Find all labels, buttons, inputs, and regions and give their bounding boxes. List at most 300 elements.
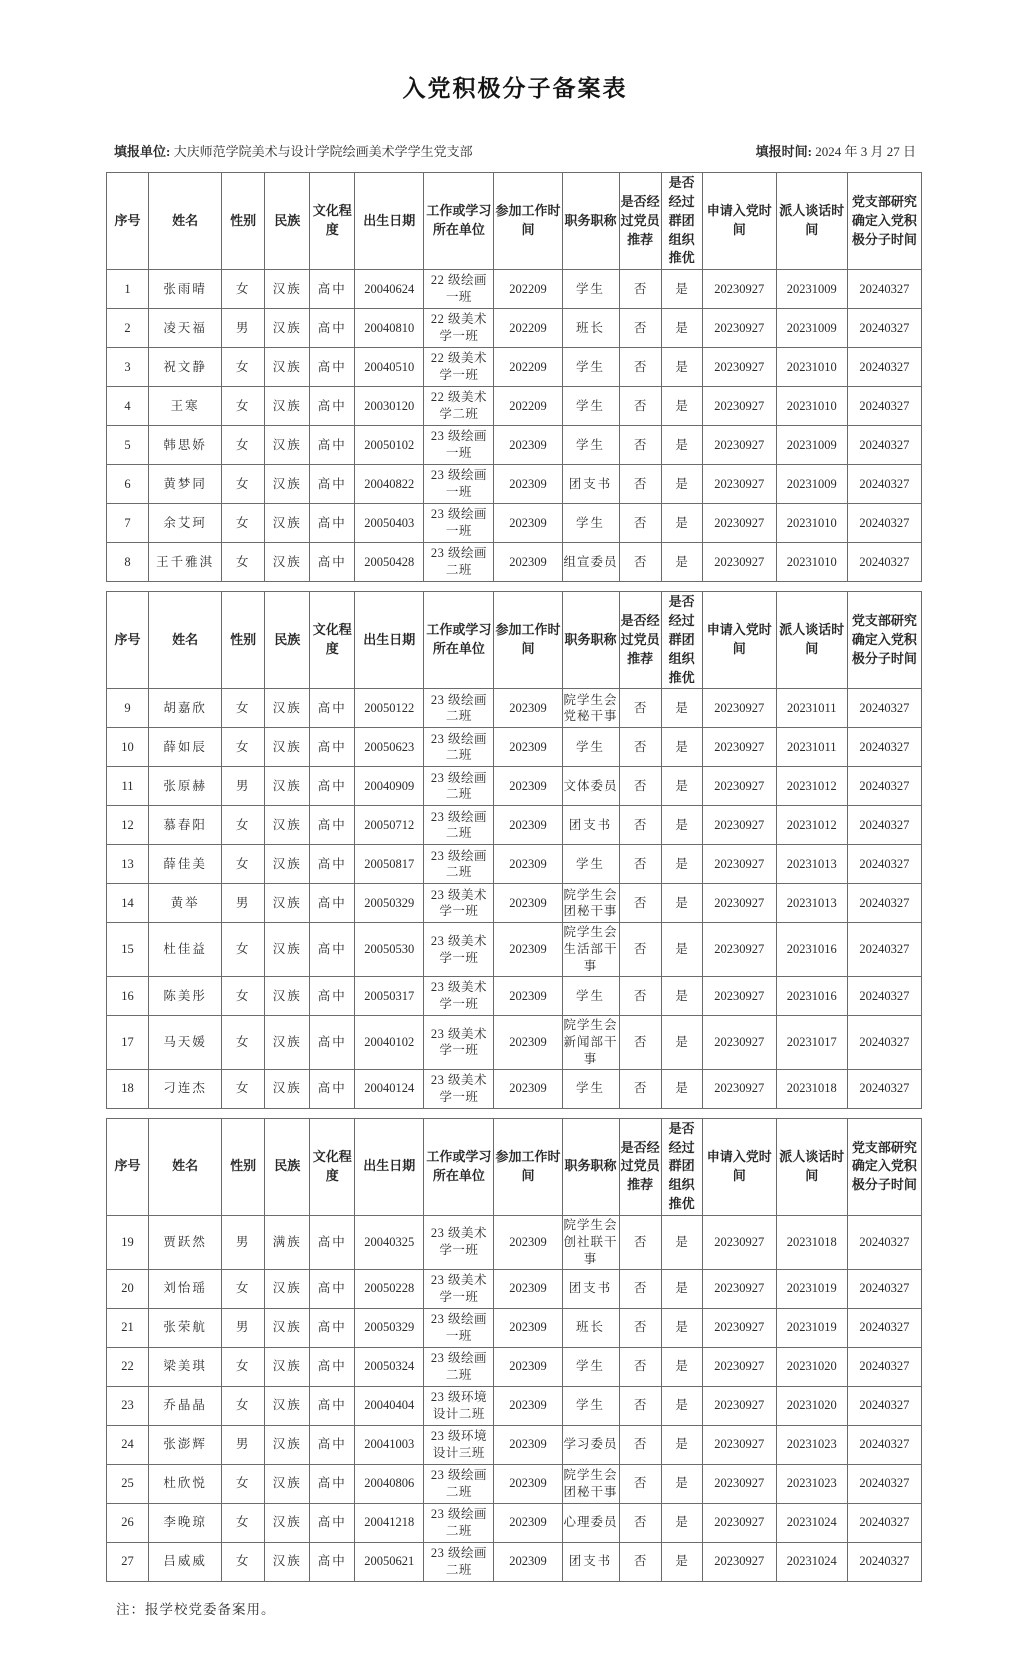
cell-talk-date: 20231011 — [776, 728, 847, 767]
cell-index: 14 — [107, 884, 149, 923]
cell-work-start-time: 202309 — [494, 845, 562, 884]
cell-talk-date: 20231019 — [776, 1308, 847, 1347]
cell-gender: 女 — [222, 1386, 265, 1425]
cell-unit: 23 级美术学一班 — [424, 1016, 494, 1070]
cell-group-org-recommend: 是 — [661, 1215, 702, 1269]
cell-name: 刘怡瑶 — [149, 1269, 222, 1308]
cell-unit: 22 级美术学二班 — [424, 387, 494, 426]
col-header-ethnicity: 民族 — [265, 1118, 310, 1215]
table-row — [107, 977, 922, 1016]
table-row — [107, 504, 922, 543]
cell-name: 凌天福 — [149, 309, 222, 348]
cell-apply-date: 20230927 — [702, 1542, 776, 1581]
cell-unit: 23 级绘画二班 — [424, 1542, 494, 1581]
cell-name: 薛佳美 — [149, 845, 222, 884]
cell-group-org-recommend: 是 — [661, 977, 702, 1016]
cell-work-start-time: 202309 — [494, 923, 562, 977]
cell-apply-date: 20230927 — [702, 426, 776, 465]
cell-education: 高中 — [310, 1269, 355, 1308]
cell-party-member-recommend: 否 — [619, 806, 661, 845]
cell-birth-date: 20050712 — [355, 806, 424, 845]
table-row — [107, 1347, 922, 1386]
cell-group-org-recommend: 是 — [661, 504, 702, 543]
cell-apply-date: 20230927 — [702, 270, 776, 309]
cell-gender: 男 — [222, 1215, 265, 1269]
cell-apply-date: 20230927 — [702, 1347, 776, 1386]
table-row — [107, 689, 922, 728]
cell-party-member-recommend: 否 — [619, 977, 661, 1016]
cell-party-member-recommend: 否 — [619, 348, 661, 387]
col-header-group-org-recommend: 是否经过群团组织推优 — [661, 1118, 702, 1215]
table-row — [107, 426, 922, 465]
cell-ethnicity: 汉族 — [265, 806, 310, 845]
cell-talk-date: 20231010 — [776, 387, 847, 426]
cell-index: 7 — [107, 504, 149, 543]
cell-index: 24 — [107, 1425, 149, 1464]
cell-birth-date: 20030120 — [355, 387, 424, 426]
cell-confirm-date: 20240327 — [847, 1308, 921, 1347]
cell-unit: 23 级美术学一班 — [424, 977, 494, 1016]
cell-apply-date: 20230927 — [702, 348, 776, 387]
cell-confirm-date: 20240327 — [847, 689, 921, 728]
record-table-3 — [106, 1118, 922, 1582]
cell-talk-date: 20231010 — [776, 543, 847, 582]
cell-gender: 女 — [222, 923, 265, 977]
col-header-talk-date: 派人谈话时间 — [776, 173, 847, 270]
cell-ethnicity: 汉族 — [265, 465, 310, 504]
cell-group-org-recommend: 是 — [661, 1464, 702, 1503]
cell-gender: 女 — [222, 1542, 265, 1581]
cell-talk-date: 20231016 — [776, 977, 847, 1016]
cell-education: 高中 — [310, 1347, 355, 1386]
cell-work-start-time: 202309 — [494, 1016, 562, 1070]
cell-index: 17 — [107, 1016, 149, 1070]
cell-birth-date: 20050329 — [355, 1308, 424, 1347]
cell-confirm-date: 20240327 — [847, 1386, 921, 1425]
cell-position: 院学生会新闻部干事 — [562, 1016, 619, 1070]
cell-name: 张澎辉 — [149, 1425, 222, 1464]
cell-name: 刁连杰 — [149, 1069, 222, 1108]
cell-apply-date: 20230927 — [702, 1016, 776, 1070]
table-row — [107, 1464, 922, 1503]
cell-gender: 女 — [222, 1269, 265, 1308]
cell-confirm-date: 20240327 — [847, 1069, 921, 1108]
table-row — [107, 348, 922, 387]
col-header-talk-date: 派人谈话时间 — [776, 592, 847, 689]
cell-talk-date: 20231012 — [776, 767, 847, 806]
cell-position: 团支书 — [562, 1542, 619, 1581]
cell-position: 学生 — [562, 426, 619, 465]
cell-education: 高中 — [310, 1215, 355, 1269]
cell-education: 高中 — [310, 1464, 355, 1503]
cell-unit: 23 级美术学一班 — [424, 1069, 494, 1108]
cell-name: 胡嘉欣 — [149, 689, 222, 728]
cell-unit: 23 级绘画一班 — [424, 1308, 494, 1347]
cell-position: 学生 — [562, 728, 619, 767]
cell-gender: 女 — [222, 1016, 265, 1070]
cell-position: 学生 — [562, 387, 619, 426]
col-header-education: 文化程度 — [310, 1118, 355, 1215]
table-row — [107, 309, 922, 348]
cell-work-start-time: 202309 — [494, 543, 562, 582]
cell-confirm-date: 20240327 — [847, 1016, 921, 1070]
cell-name: 梁美琪 — [149, 1347, 222, 1386]
cell-index: 3 — [107, 348, 149, 387]
cell-work-start-time: 202309 — [494, 1347, 562, 1386]
cell-work-start-time: 202309 — [494, 728, 562, 767]
cell-position: 团支书 — [562, 1269, 619, 1308]
cell-gender: 女 — [222, 806, 265, 845]
cell-confirm-date: 20240327 — [847, 923, 921, 977]
cell-education: 高中 — [310, 1542, 355, 1581]
cell-group-org-recommend: 是 — [661, 1069, 702, 1108]
col-header-unit: 工作或学习所在单位 — [424, 592, 494, 689]
cell-confirm-date: 20240327 — [847, 728, 921, 767]
cell-apply-date: 20230927 — [702, 543, 776, 582]
cell-index: 27 — [107, 1542, 149, 1581]
cell-birth-date: 20050621 — [355, 1542, 424, 1581]
cell-work-start-time: 202309 — [494, 1542, 562, 1581]
cell-confirm-date: 20240327 — [847, 806, 921, 845]
cell-group-org-recommend: 是 — [661, 923, 702, 977]
cell-ethnicity: 汉族 — [265, 728, 310, 767]
cell-position: 团支书 — [562, 465, 619, 504]
col-header-work-start-time: 参加工作时间 — [494, 173, 562, 270]
col-header-index: 序号 — [107, 1118, 149, 1215]
cell-gender: 女 — [222, 1503, 265, 1542]
cell-talk-date: 20231024 — [776, 1503, 847, 1542]
cell-ethnicity: 汉族 — [265, 387, 310, 426]
meta-row — [114, 141, 922, 160]
cell-confirm-date: 20240327 — [847, 767, 921, 806]
tables-container — [106, 172, 924, 1582]
cell-ethnicity: 汉族 — [265, 1347, 310, 1386]
cell-unit: 23 级绘画二班 — [424, 806, 494, 845]
cell-ethnicity: 汉族 — [265, 348, 310, 387]
cell-confirm-date: 20240327 — [847, 387, 921, 426]
cell-party-member-recommend: 否 — [619, 1542, 661, 1581]
cell-index: 8 — [107, 543, 149, 582]
cell-work-start-time: 202209 — [494, 348, 562, 387]
cell-ethnicity: 汉族 — [265, 1269, 310, 1308]
table-row — [107, 1542, 922, 1581]
cell-talk-date: 20231024 — [776, 1542, 847, 1581]
cell-name: 祝文静 — [149, 348, 222, 387]
cell-confirm-date: 20240327 — [847, 1503, 921, 1542]
cell-ethnicity: 汉族 — [265, 1069, 310, 1108]
cell-education: 高中 — [310, 689, 355, 728]
cell-party-member-recommend: 否 — [619, 1425, 661, 1464]
cell-talk-date: 20231023 — [776, 1464, 847, 1503]
cell-index: 20 — [107, 1269, 149, 1308]
cell-education: 高中 — [310, 1308, 355, 1347]
cell-index: 6 — [107, 465, 149, 504]
col-header-position: 职务职称 — [562, 173, 619, 270]
table-row — [107, 543, 922, 582]
cell-apply-date: 20230927 — [702, 806, 776, 845]
table-row — [107, 1215, 922, 1269]
cell-birth-date: 20040325 — [355, 1215, 424, 1269]
cell-birth-date: 20050324 — [355, 1347, 424, 1386]
cell-ethnicity: 汉族 — [265, 845, 310, 884]
cell-index: 13 — [107, 845, 149, 884]
filing-unit-label: 填报单位: — [114, 144, 171, 159]
cell-talk-date: 20231013 — [776, 845, 847, 884]
cell-position: 院学生会团秘干事 — [562, 884, 619, 923]
cell-name: 黄梦同 — [149, 465, 222, 504]
cell-ethnicity: 汉族 — [265, 504, 310, 543]
cell-position: 院学生会党秘干事 — [562, 689, 619, 728]
table-row — [107, 270, 922, 309]
cell-position: 学生 — [562, 845, 619, 884]
col-header-work-start-time: 参加工作时间 — [494, 592, 562, 689]
cell-name: 韩思娇 — [149, 426, 222, 465]
cell-name: 王千雅淇 — [149, 543, 222, 582]
table-row — [107, 1503, 922, 1542]
cell-gender: 男 — [222, 1308, 265, 1347]
col-header-apply-date: 申请入党时间 — [702, 173, 776, 270]
cell-position: 心理委员 — [562, 1503, 619, 1542]
cell-group-org-recommend: 是 — [661, 845, 702, 884]
cell-talk-date: 20231023 — [776, 1425, 847, 1464]
cell-position: 团支书 — [562, 806, 619, 845]
cell-talk-date: 20231010 — [776, 348, 847, 387]
cell-birth-date: 20040810 — [355, 309, 424, 348]
cell-confirm-date: 20240327 — [847, 977, 921, 1016]
cell-ethnicity: 汉族 — [265, 1016, 310, 1070]
cell-name: 陈美彤 — [149, 977, 222, 1016]
col-header-party-member-recommend: 是否经过党员推荐 — [619, 1118, 661, 1215]
cell-ethnicity: 汉族 — [265, 270, 310, 309]
cell-apply-date: 20230927 — [702, 504, 776, 543]
cell-birth-date: 20050530 — [355, 923, 424, 977]
cell-confirm-date: 20240327 — [847, 426, 921, 465]
cell-unit: 23 级绘画一班 — [424, 426, 494, 465]
cell-ethnicity: 汉族 — [265, 923, 310, 977]
cell-party-member-recommend: 否 — [619, 1503, 661, 1542]
cell-position: 学生 — [562, 1386, 619, 1425]
cell-ethnicity: 汉族 — [265, 1464, 310, 1503]
cell-work-start-time: 202309 — [494, 977, 562, 1016]
col-header-gender: 性别 — [222, 1118, 265, 1215]
cell-position: 学习委员 — [562, 1425, 619, 1464]
cell-party-member-recommend: 否 — [619, 1386, 661, 1425]
cell-position: 学生 — [562, 977, 619, 1016]
cell-name: 余艾珂 — [149, 504, 222, 543]
cell-education: 高中 — [310, 309, 355, 348]
cell-ethnicity: 汉族 — [265, 309, 310, 348]
table-row — [107, 1425, 922, 1464]
cell-group-org-recommend: 是 — [661, 1542, 702, 1581]
cell-talk-date: 20231012 — [776, 806, 847, 845]
cell-work-start-time: 202309 — [494, 1215, 562, 1269]
cell-birth-date: 20041003 — [355, 1425, 424, 1464]
cell-group-org-recommend: 是 — [661, 1269, 702, 1308]
cell-talk-date: 20231011 — [776, 689, 847, 728]
cell-ethnicity: 汉族 — [265, 426, 310, 465]
cell-education: 高中 — [310, 270, 355, 309]
cell-gender: 女 — [222, 689, 265, 728]
cell-education: 高中 — [310, 806, 355, 845]
cell-birth-date: 20050817 — [355, 845, 424, 884]
cell-birth-date: 20050623 — [355, 728, 424, 767]
cell-apply-date: 20230927 — [702, 1215, 776, 1269]
cell-position: 院学生会团秘干事 — [562, 1464, 619, 1503]
cell-gender: 女 — [222, 504, 265, 543]
cell-apply-date: 20230927 — [702, 1308, 776, 1347]
cell-group-org-recommend: 是 — [661, 1308, 702, 1347]
cell-name: 马天媛 — [149, 1016, 222, 1070]
cell-talk-date: 20231009 — [776, 465, 847, 504]
cell-gender: 女 — [222, 977, 265, 1016]
cell-confirm-date: 20240327 — [847, 504, 921, 543]
col-header-unit: 工作或学习所在单位 — [424, 173, 494, 270]
cell-apply-date: 20230927 — [702, 845, 776, 884]
cell-work-start-time: 202209 — [494, 309, 562, 348]
cell-gender: 男 — [222, 767, 265, 806]
cell-group-org-recommend: 是 — [661, 1503, 702, 1542]
table-row — [107, 845, 922, 884]
cell-name: 黄举 — [149, 884, 222, 923]
cell-index: 19 — [107, 1215, 149, 1269]
cell-index: 21 — [107, 1308, 149, 1347]
cell-unit: 22 级绘画一班 — [424, 270, 494, 309]
cell-gender: 女 — [222, 348, 265, 387]
col-header-party-member-recommend: 是否经过党员推荐 — [619, 592, 661, 689]
cell-education: 高中 — [310, 504, 355, 543]
cell-education: 高中 — [310, 1386, 355, 1425]
cell-confirm-date: 20240327 — [847, 1269, 921, 1308]
cell-apply-date: 20230927 — [702, 387, 776, 426]
cell-confirm-date: 20240327 — [847, 348, 921, 387]
cell-apply-date: 20230927 — [702, 884, 776, 923]
cell-confirm-date: 20240327 — [847, 1215, 921, 1269]
cell-party-member-recommend: 否 — [619, 543, 661, 582]
cell-name: 张雨晴 — [149, 270, 222, 309]
cell-birth-date: 20040102 — [355, 1016, 424, 1070]
cell-apply-date: 20230927 — [702, 1386, 776, 1425]
cell-index: 12 — [107, 806, 149, 845]
cell-gender: 女 — [222, 728, 265, 767]
cell-group-org-recommend: 是 — [661, 728, 702, 767]
col-header-education: 文化程度 — [310, 173, 355, 270]
footnote: 注：报学校党委备案用。 — [116, 1601, 276, 1617]
cell-education: 高中 — [310, 845, 355, 884]
table-row — [107, 728, 922, 767]
table-row — [107, 1269, 922, 1308]
cell-education: 高中 — [310, 426, 355, 465]
filing-time-value: 2024 年 3 月 27 日 — [815, 144, 916, 159]
table-row — [107, 465, 922, 504]
cell-group-org-recommend: 是 — [661, 1425, 702, 1464]
cell-name: 张原赫 — [149, 767, 222, 806]
cell-education: 高中 — [310, 543, 355, 582]
cell-unit: 23 级绘画二班 — [424, 728, 494, 767]
col-header-group-org-recommend: 是否经过群团组织推优 — [661, 592, 702, 689]
cell-work-start-time: 202309 — [494, 504, 562, 543]
cell-gender: 女 — [222, 845, 265, 884]
cell-gender: 女 — [222, 1464, 265, 1503]
page-title: 入党积极分子备案表 — [402, 76, 628, 101]
cell-name: 乔晶晶 — [149, 1386, 222, 1425]
cell-talk-date: 20231020 — [776, 1386, 847, 1425]
cell-unit: 23 级绘画二班 — [424, 767, 494, 806]
col-header-position: 职务职称 — [562, 1118, 619, 1215]
cell-gender: 女 — [222, 426, 265, 465]
cell-apply-date: 20230927 — [702, 689, 776, 728]
cell-group-org-recommend: 是 — [661, 465, 702, 504]
col-header-apply-date: 申请入党时间 — [702, 1118, 776, 1215]
cell-education: 高中 — [310, 387, 355, 426]
cell-index: 26 — [107, 1503, 149, 1542]
cell-party-member-recommend: 否 — [619, 1269, 661, 1308]
col-header-confirm-date: 党支部研究确定入党积极分子时间 — [847, 1118, 921, 1215]
filing-time — [756, 141, 922, 160]
cell-unit: 23 级环境设计二班 — [424, 1386, 494, 1425]
cell-talk-date: 20231009 — [776, 426, 847, 465]
cell-talk-date: 20231018 — [776, 1069, 847, 1108]
cell-education: 高中 — [310, 923, 355, 977]
table-row — [107, 387, 922, 426]
filing-time-label: 填报时间: — [755, 144, 812, 159]
cell-group-org-recommend: 是 — [661, 1347, 702, 1386]
table-row — [107, 1386, 922, 1425]
col-header-group-org-recommend: 是否经过群团组织推优 — [661, 173, 702, 270]
cell-talk-date: 20231017 — [776, 1016, 847, 1070]
cell-talk-date: 20231020 — [776, 1347, 847, 1386]
filing-unit-value: 大庆师范学院美术与设计学院绘画美术学学生党支部 — [173, 144, 473, 159]
cell-gender: 女 — [222, 1347, 265, 1386]
cell-name: 贾跃然 — [149, 1215, 222, 1269]
cell-group-org-recommend: 是 — [661, 1386, 702, 1425]
cell-unit: 22 级美术学一班 — [424, 348, 494, 387]
cell-index: 5 — [107, 426, 149, 465]
cell-unit: 23 级绘画二班 — [424, 1347, 494, 1386]
cell-work-start-time: 202309 — [494, 767, 562, 806]
cell-work-start-time: 202309 — [494, 465, 562, 504]
cell-confirm-date: 20240327 — [847, 270, 921, 309]
record-table-2 — [106, 591, 922, 1108]
cell-unit: 23 级美术学一班 — [424, 1215, 494, 1269]
cell-index: 18 — [107, 1069, 149, 1108]
cell-party-member-recommend: 否 — [619, 845, 661, 884]
cell-apply-date: 20230927 — [702, 977, 776, 1016]
cell-index: 25 — [107, 1464, 149, 1503]
cell-party-member-recommend: 否 — [619, 426, 661, 465]
cell-party-member-recommend: 否 — [619, 504, 661, 543]
cell-apply-date: 20230927 — [702, 1503, 776, 1542]
cell-ethnicity: 汉族 — [265, 1386, 310, 1425]
cell-gender: 女 — [222, 387, 265, 426]
cell-name: 杜欣悦 — [149, 1464, 222, 1503]
cell-work-start-time: 202209 — [494, 270, 562, 309]
cell-unit: 23 级绘画二班 — [424, 543, 494, 582]
cell-unit: 23 级美术学一班 — [424, 884, 494, 923]
cell-gender: 男 — [222, 1425, 265, 1464]
cell-party-member-recommend: 否 — [619, 1215, 661, 1269]
cell-gender: 女 — [222, 270, 265, 309]
cell-group-org-recommend: 是 — [661, 767, 702, 806]
cell-talk-date: 20231013 — [776, 884, 847, 923]
cell-group-org-recommend: 是 — [661, 348, 702, 387]
cell-work-start-time: 202309 — [494, 806, 562, 845]
cell-work-start-time: 202309 — [494, 689, 562, 728]
cell-birth-date: 20050122 — [355, 689, 424, 728]
record-table-1 — [106, 172, 922, 582]
cell-position: 院学生会创社联干事 — [562, 1215, 619, 1269]
col-header-name: 姓名 — [149, 1118, 222, 1215]
cell-work-start-time: 202309 — [494, 1464, 562, 1503]
